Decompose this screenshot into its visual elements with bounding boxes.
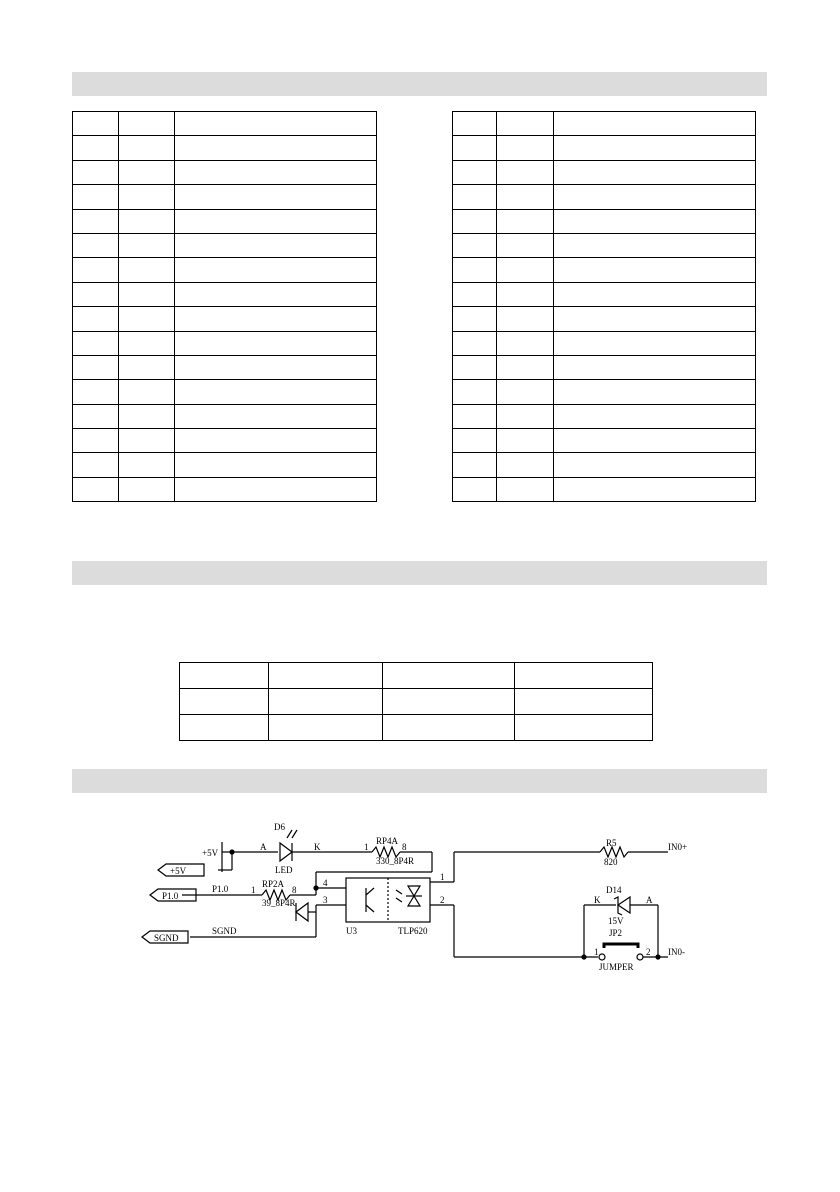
output-positive-label: IN0+ (668, 842, 688, 852)
power-net-label: +5V (202, 848, 219, 858)
jumper-pin-label: 2 (646, 947, 651, 957)
led-symbol (280, 843, 292, 861)
rp2a-pin: 1 (251, 885, 256, 895)
zener-value: 15V (608, 916, 624, 926)
input-net-label: P1.0 (212, 884, 229, 894)
opto-led (408, 896, 420, 906)
ground-net-label: SGND (212, 926, 237, 936)
resistor-r5 (600, 847, 628, 857)
rp2a-ref: RP2A (262, 879, 285, 889)
jumper-pin (599, 954, 605, 960)
jumper-bar (604, 944, 638, 948)
opto-arrow (396, 890, 402, 894)
r5-value: 820 (604, 857, 618, 867)
jumper-value: JUMPER (599, 962, 634, 972)
input-port-label: P1.0 (162, 891, 179, 901)
rp4a-pin: 1 (364, 842, 369, 852)
rp4a-pin: 8 (402, 842, 407, 852)
optocoupler-value: TLP620 (398, 926, 428, 936)
optocoupler-pin: 2 (440, 895, 445, 905)
r5-ref: R5 (606, 838, 617, 848)
zener-pin-a: A (646, 895, 653, 905)
ground-port-label: SGND (154, 933, 179, 943)
optocoupler-pin: 4 (323, 878, 328, 888)
opto-arrow (396, 898, 402, 902)
led-pin-a: A (260, 842, 267, 852)
optocoupler-ref: U3 (346, 926, 357, 936)
zener-ref: D14 (606, 885, 622, 895)
rp4a-ref: RP4A (376, 836, 399, 846)
led-pin-k: K (314, 842, 321, 852)
output-negative-label: IN0- (668, 947, 685, 957)
opto-led (408, 886, 420, 896)
opto-transistor (366, 905, 374, 912)
zener-symbol (618, 897, 630, 913)
rp2a-pin: 8 (292, 885, 297, 895)
jumper-pin-label: 1 (594, 947, 599, 957)
opto-transistor (366, 888, 374, 895)
junction-dot (314, 886, 318, 890)
rp4a-value: 330_8P4R (376, 856, 415, 866)
led-arrow (287, 830, 292, 838)
optocoupler-pin: 1 (440, 872, 445, 882)
zener-pin-k: K (594, 895, 601, 905)
rp2a-value: 39_8P4R (262, 898, 296, 908)
led-ref: D6 (274, 822, 285, 832)
led-value: LED (275, 865, 293, 875)
power-port-label: +5V (170, 866, 187, 876)
led-arrow (292, 830, 297, 838)
diode-symbol (296, 903, 308, 921)
jumper-ref: JP2 (609, 928, 623, 938)
optocoupler-pin: 3 (323, 895, 328, 905)
jumper-pin (637, 954, 643, 960)
zener-bar (614, 897, 622, 915)
